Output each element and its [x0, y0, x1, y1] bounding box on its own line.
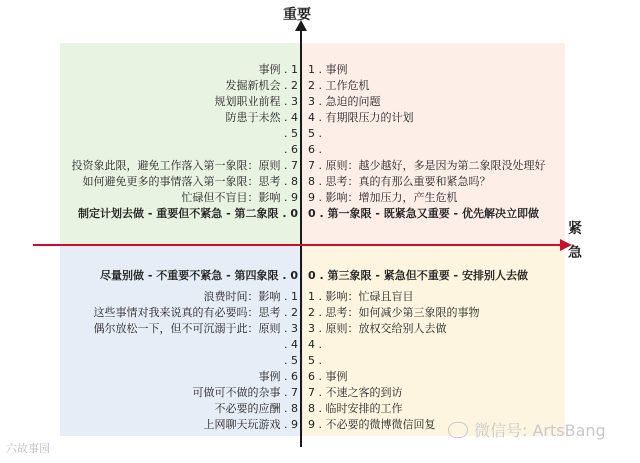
quadrant-br-list	[308, 268, 568, 433]
list-item: 2 . 工作危机	[308, 79, 370, 92]
horizontal-axis	[33, 244, 563, 246]
list-item: 发掘新机会 . 2	[225, 79, 298, 92]
axis-label-important: 重要	[283, 7, 311, 23]
quadrant-tl-list	[40, 62, 298, 222]
list-item: 4 .	[308, 338, 322, 351]
list-item: 7 . 原则：越少越好，多是因为第二象限没处理好	[308, 159, 546, 172]
list-item: . 6	[284, 143, 298, 156]
axis-label-urgent: 紧急	[568, 221, 582, 261]
list-item: 8 . 思考：真的有那么重要和紧急吗？	[308, 175, 491, 188]
list-item: . 5	[284, 354, 298, 367]
list-item: 3 . 急迫的问题	[308, 95, 381, 108]
list-item: 5 .	[308, 354, 322, 367]
list-item: 5 .	[308, 127, 322, 140]
list-item: . 5	[284, 127, 298, 140]
list-item: 如何避免更多的事情落入第一象限：思考 . 8	[82, 175, 298, 188]
list-item: 6 . 事例	[308, 370, 348, 383]
list-item: 偶尔放松一下，但不可沉溺于此：原则 . 3	[93, 322, 298, 335]
list-item: 浪费时间：影响 . 1	[203, 290, 298, 303]
list-item: 3 . 原则：放权交给别人去做	[308, 322, 447, 335]
list-item: 2 . 思考：如何减少第三象限的事物	[308, 306, 480, 319]
quadrant-heading: 0 . 第三象限 - 紧急但不重要 - 安排别人去做	[308, 269, 528, 282]
list-item: 规划职业前程 . 3	[214, 95, 298, 108]
list-item: 4 . 有期限压力的计划	[308, 111, 414, 124]
list-item: 事例 . 1	[258, 63, 298, 76]
list-item: 7 . 不速之客的到访	[308, 386, 403, 399]
list-item: 6 .	[308, 143, 322, 156]
list-item: 忙碌但不盲目：影响 . 9	[181, 191, 298, 204]
quadrant-heading: 0 . 第一象限 - 既紧急又重要 - 优先解决立即做	[308, 207, 539, 220]
list-item: 1 . 事例	[308, 63, 348, 76]
list-item: 9 . 影响：增加压力，产生危机	[308, 191, 458, 204]
list-item: 9 . 不必要的微博微信回复	[308, 418, 436, 431]
list-item: 不必要的应酬 . 8	[214, 402, 298, 415]
list-item: 事例 . 6	[258, 370, 298, 383]
watermark-right-text: 微信号: ArtsBang	[474, 421, 606, 440]
list-item: 上网聊天玩游戏 . 9	[203, 418, 298, 431]
list-item: 投资象此限，避免工作落入第一象限：原则 . 7	[71, 159, 298, 172]
list-item: 可做可不做的杂事 . 7	[192, 386, 298, 399]
watermark-left: 六故事园	[6, 442, 50, 455]
list-item: . 4	[284, 338, 298, 351]
wechat-icon	[448, 422, 468, 438]
quadrant-tr-list	[308, 62, 568, 222]
vertical-axis	[300, 27, 302, 447]
watermark-right	[448, 418, 606, 441]
list-item: 8 . 临时安排的工作	[308, 402, 403, 415]
list-item: 这些事情对我来说真的有必要吗：思考 . 2	[93, 306, 298, 319]
quadrant-heading: 制定计划去做 - 重要但不紧急 - 第二象限 . 0	[78, 207, 298, 220]
quadrant-heading: 尽量别做 - 不重要不紧急 - 第四象限 . 0	[100, 269, 298, 282]
list-item: 防患于未然 . 4	[225, 111, 298, 124]
list-item: 1 . 影响：忙碌且盲目	[308, 290, 414, 303]
quadrant-bl-list	[40, 268, 298, 433]
